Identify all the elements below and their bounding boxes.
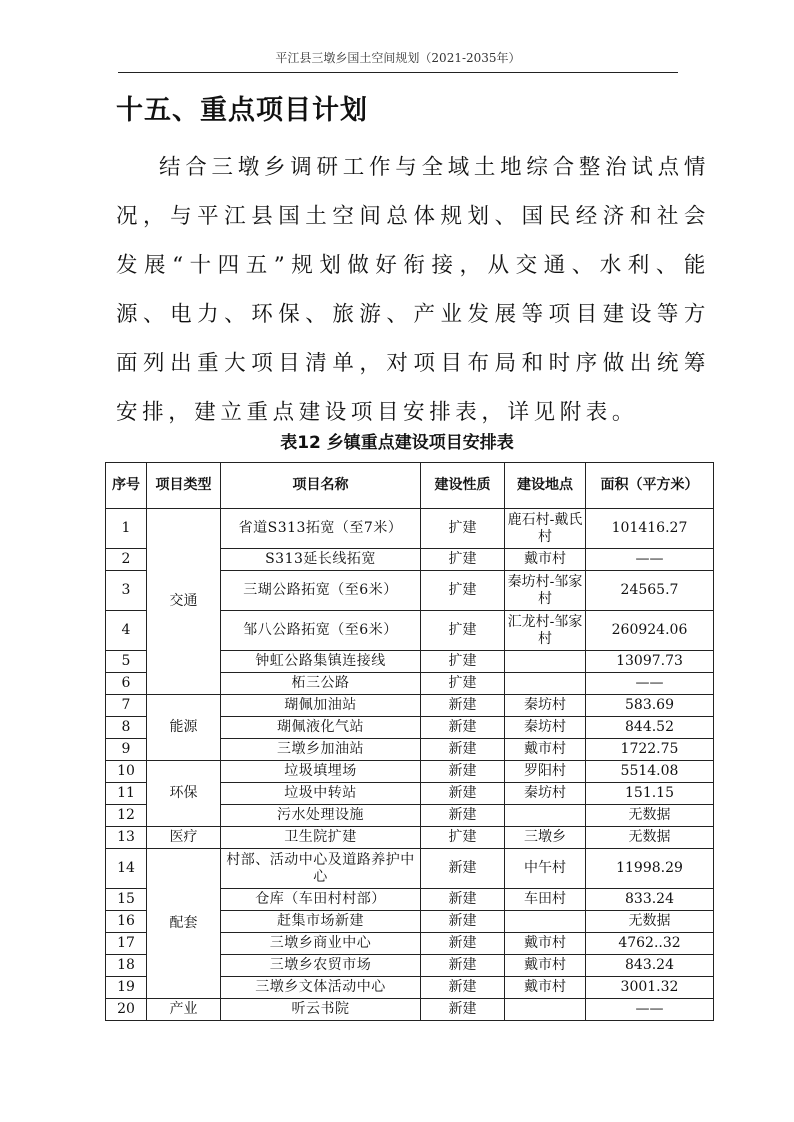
cell-area: 583.69 [586,695,714,717]
cell-nature: 扩建 [421,827,505,849]
cell-area: 无数据 [586,805,714,827]
cell-location: 秦坊村 [505,695,586,717]
group-transport: 交通 [147,509,221,695]
cell-name: 三墩乡加油站 [221,739,421,761]
cell-area: —— [586,549,714,571]
header-seq: 序号 [106,463,147,509]
cell-nature: 新建 [421,849,505,889]
cell-name: 污水处理设施 [221,805,421,827]
table-row [106,695,714,717]
cell-location: 戴市村 [505,549,586,571]
cell-seq: 1 [106,509,147,549]
cell-seq: 3 [106,571,147,611]
cell-area: 833.24 [586,889,714,911]
group-environment: 环保 [147,761,221,827]
cell-name: 听云书院 [221,999,421,1021]
cell-seq: 16 [106,911,147,933]
cell-seq: 5 [106,651,147,673]
cell-location [505,805,586,827]
cell-nature: 扩建 [421,651,505,673]
cell-nature: 新建 [421,999,505,1021]
cell-name: 瑚佩液化气站 [221,717,421,739]
cell-seq: 4 [106,611,147,651]
cell-location [505,911,586,933]
cell-nature: 新建 [421,739,505,761]
cell-location: 鹿石村-戴氏村 [505,509,586,549]
cell-nature: 新建 [421,761,505,783]
cell-location: 中午村 [505,849,586,889]
cell-name: 瑚佩加油站 [221,695,421,717]
cell-area: 13097.73 [586,651,714,673]
cell-seq: 15 [106,889,147,911]
cell-seq: 8 [106,717,147,739]
table-row [106,849,714,889]
cell-seq: 6 [106,673,147,695]
cell-location [505,651,586,673]
cell-nature: 新建 [421,889,505,911]
cell-location: 三墩乡 [505,827,586,849]
cell-name: 垃圾中转站 [221,783,421,805]
table-row [106,761,714,783]
cell-nature: 新建 [421,911,505,933]
cell-name: 三墩乡农贸市场 [221,955,421,977]
cell-area: 843.24 [586,955,714,977]
cell-area: 无数据 [586,911,714,933]
cell-nature: 新建 [421,977,505,999]
table-row [106,999,714,1021]
cell-nature: 新建 [421,933,505,955]
cell-location: 汇龙村-邹家村 [505,611,586,651]
cell-location [505,673,586,695]
cell-location: 戴市村 [505,739,586,761]
cell-seq: 14 [106,849,147,889]
cell-nature: 扩建 [421,549,505,571]
cell-area: 1722.75 [586,739,714,761]
cell-seq: 10 [106,761,147,783]
body-paragraph: 结合三墩乡调研工作与全域土地综合整治试点情况，与平江县国土空间总体规划、国民经济和社会发展“十四五”规划做好衔接，从交通、水利、能源、电力、环保、旅游、产业发展等项目建设等方面列出重大项目清单，对项目布局和时序做出统筹安排，建立重点建设项目安排表，详见附表。 [116,155,710,425]
group-industry: 产业 [147,999,221,1021]
group-medical: 医疗 [147,827,221,849]
cell-nature: 新建 [421,783,505,805]
header-area: 面积（平方米） [586,463,714,509]
running-header: 平江县三墩乡国土空间规划（2021-2035年） [275,51,521,65]
cell-area: 151.15 [586,783,714,805]
header-type: 项目类型 [147,463,221,509]
group-supporting: 配套 [147,849,221,999]
cell-name: 三墩乡文体活动中心 [221,977,421,999]
header-location: 建设地点 [505,463,586,509]
cell-nature: 新建 [421,805,505,827]
cell-nature: 新建 [421,717,505,739]
cell-name: 村部、活动中心及道路养护中心 [221,849,421,889]
cell-area: 101416.27 [586,509,714,549]
cell-name: 垃圾填埋场 [221,761,421,783]
cell-location: 戴市村 [505,977,586,999]
cell-location: 戴市村 [505,955,586,977]
cell-nature: 扩建 [421,673,505,695]
cell-location: 秦坊村 [505,717,586,739]
cell-seq: 11 [106,783,147,805]
cell-seq: 13 [106,827,147,849]
cell-location: 戴市村 [505,933,586,955]
header-name: 项目名称 [221,463,421,509]
cell-name: 钟虹公路集镇连接线 [221,651,421,673]
cell-area: 无数据 [586,827,714,849]
cell-name: 三墩乡商业中心 [221,933,421,955]
cell-location: 秦坊村-邹家村 [505,571,586,611]
cell-location [505,999,586,1021]
cell-area: 11998.29 [586,849,714,889]
cell-seq: 18 [106,955,147,977]
cell-seq: 9 [106,739,147,761]
cell-area: —— [586,999,714,1021]
cell-area: 260924.06 [586,611,714,651]
cell-area: 4762..32 [586,933,714,955]
cell-area: 3001.32 [586,977,714,999]
cell-nature: 扩建 [421,509,505,549]
cell-area: 5514.08 [586,761,714,783]
cell-name: 省道S313拓宽（至7米） [221,509,421,549]
table-header-row [106,463,714,509]
table-caption: 表12 乡镇重点建设项目安排表 [280,433,514,453]
cell-area: 24565.7 [586,571,714,611]
cell-seq: 12 [106,805,147,827]
cell-name: S313延长线拓宽 [221,549,421,571]
cell-area: —— [586,673,714,695]
table-row [106,827,714,849]
section-title: 十五、重点项目计划 [116,95,368,126]
cell-seq: 20 [106,999,147,1021]
cell-name: 赶集市场新建 [221,911,421,933]
group-energy: 能源 [147,695,221,761]
header-nature: 建设性质 [421,463,505,509]
cell-seq: 19 [106,977,147,999]
cell-seq: 17 [106,933,147,955]
cell-location: 秦坊村 [505,783,586,805]
cell-nature: 扩建 [421,611,505,651]
cell-name: 柘三公路 [221,673,421,695]
project-schedule-table [105,462,714,1021]
cell-area: 844.52 [586,717,714,739]
cell-location: 罗阳村 [505,761,586,783]
cell-nature: 新建 [421,695,505,717]
cell-name: 邹八公路拓宽（至6米） [221,611,421,651]
cell-location: 车田村 [505,889,586,911]
cell-name: 仓库（车田村村部） [221,889,421,911]
cell-nature: 扩建 [421,571,505,611]
header-rule [118,72,678,73]
table-row [106,509,714,549]
cell-name: 三瑚公路拓宽（至6米） [221,571,421,611]
cell-nature: 新建 [421,955,505,977]
cell-seq: 7 [106,695,147,717]
cell-seq: 2 [106,549,147,571]
cell-name: 卫生院扩建 [221,827,421,849]
